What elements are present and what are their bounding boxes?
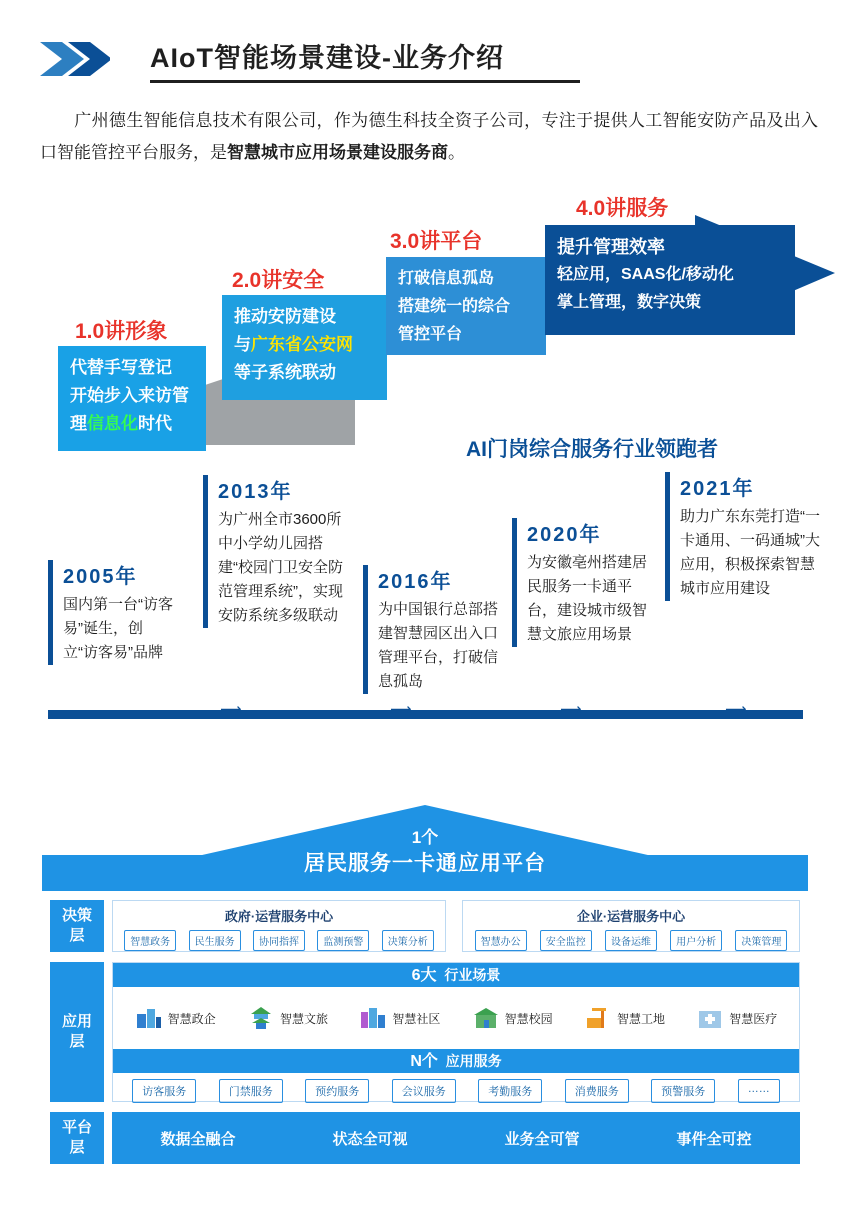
scene-label: 智慧工地: [616, 1011, 665, 1026]
stage-line: 打破信息孤岛: [398, 270, 495, 287]
scene-item[interactable]: [696, 1006, 777, 1030]
stage-title-4: 4.0讲服务: [576, 197, 669, 220]
timeline-year: 2016年: [378, 571, 453, 593]
decision-pill[interactable]: 决策分析: [382, 930, 434, 951]
title-underline: [150, 80, 580, 83]
timeline-year: 2020年: [527, 524, 602, 546]
platform-cell[interactable]: 业务全可管: [456, 1112, 628, 1164]
decision-column-enterprise: [462, 900, 800, 952]
platform-layer: [50, 1112, 800, 1164]
scene-label: 智慧医疗: [729, 1011, 778, 1026]
service-item[interactable]: 消费服务: [565, 1079, 629, 1103]
service-band-label: 应用服务: [445, 1053, 502, 1069]
crane-icon: [584, 1006, 612, 1030]
scene-item[interactable]: [584, 1006, 665, 1030]
timeline-text: 为安徽亳州搭建居民服务一卡通平台，建设城市级智慧文旅应用场景: [527, 554, 648, 643]
platform-architecture: [0, 800, 850, 1200]
timeline-text: 国内第一台“访客易”诞生，创立“访客易”品牌: [63, 596, 173, 661]
timeline-text: 助力广东东莞打造“一卡通用、一码通城”大应用，积极探索智慧城市应用建设: [680, 508, 820, 597]
stage-title-3: 3.0讲平台: [390, 230, 483, 253]
service-item[interactable]: 门禁服务: [219, 1079, 283, 1103]
timeline-item: [203, 475, 353, 628]
timeline-item: [512, 518, 657, 647]
stage-line: 推动安防建设: [234, 307, 336, 326]
scene-list: [113, 987, 799, 1049]
decision-pill[interactable]: 民生服务: [189, 930, 241, 951]
stage-line: 代替手写登记: [70, 358, 172, 377]
header: [40, 36, 810, 84]
decision-pill[interactable]: 用户分析: [670, 930, 722, 951]
scene-item[interactable]: [359, 1006, 440, 1030]
stage-line: 提升管理效率: [557, 237, 665, 257]
platform-cell[interactable]: 数据全融合: [112, 1112, 284, 1164]
platform-layer-tag: 平台 层: [50, 1112, 104, 1164]
evolution-stages: [0, 185, 850, 475]
decision-pill[interactable]: 决策管理: [735, 930, 787, 951]
timeline-text: 为广州全市3600所中小学幼儿园搭建“校园门卫安全防范管理系统”，实现安防系统多级联动: [218, 511, 343, 624]
timeline-item: [48, 560, 173, 665]
decision-pill[interactable]: 智慧政务: [124, 930, 176, 951]
timeline-year: 2005年: [63, 566, 138, 588]
scene-label: 智慧政企: [167, 1011, 216, 1026]
scene-band: [113, 963, 799, 987]
platform-roof: [42, 805, 808, 905]
stage-box-2: [222, 295, 387, 400]
stage-line: 理信息化时代: [70, 414, 172, 433]
stage-title-1: 1.0讲形象: [75, 320, 168, 343]
service-count: N个: [410, 1053, 438, 1070]
service-item[interactable]: 预约服务: [305, 1079, 369, 1103]
stage-line: 搭建统一的综合: [398, 298, 511, 315]
pagoda-icon: [247, 1006, 275, 1030]
stage-line: 等子系统联动: [234, 363, 336, 382]
platform-cell[interactable]: 状态全可视: [284, 1112, 456, 1164]
stage-line: 管控平台: [398, 326, 463, 343]
stage-line: 轻应用，SAAS化/移动化: [557, 266, 734, 283]
intro-text-part2: 。: [448, 143, 465, 162]
history-timeline: [0, 470, 850, 740]
scene-label: 智慧文旅: [279, 1011, 328, 1026]
scene-item[interactable]: [135, 1006, 216, 1030]
decision-layer: [50, 900, 800, 952]
timeline-year: 2021年: [680, 478, 755, 500]
page-title: AIoT智能场景建设-业务介绍: [150, 43, 504, 73]
application-layer-tag: 应用 层: [50, 962, 104, 1102]
application-layer: [50, 962, 800, 1102]
service-item[interactable]: 访客服务: [132, 1079, 196, 1103]
building-icon: [135, 1006, 163, 1030]
timeline-arrow-icon: ⟶: [220, 701, 242, 718]
roof-count: 1个: [411, 828, 439, 847]
service-list: [113, 1073, 799, 1103]
decision-column-title: 政府·运营服务中心: [224, 909, 334, 924]
service-item[interactable]: 会议服务: [392, 1079, 456, 1103]
timeline-item: [665, 472, 820, 601]
decision-pill[interactable]: 监测预警: [317, 930, 369, 951]
timeline-arrow-icon: ⟶: [725, 701, 747, 718]
stage-box-3: [386, 257, 546, 355]
platform-cell[interactable]: 事件全可控: [628, 1112, 800, 1164]
intro-text-bold: 智慧城市应用场景建设服务商: [227, 143, 448, 162]
timeline-bar: [48, 710, 803, 719]
community-icon: [359, 1006, 387, 1030]
school-icon: [472, 1006, 500, 1030]
scene-item[interactable]: [472, 1006, 553, 1030]
decision-pill[interactable]: 安全监控: [540, 930, 592, 951]
leader-slogan: AI门岗综合服务行业领跑者: [466, 438, 718, 461]
intro-text-part1: 广州德生智能信息技术有限公司，作为德生科技全资子公司，专注于提供人工智能安防产品及出入口智能管控平台服务，是: [40, 111, 818, 162]
hospital-icon: [696, 1006, 724, 1030]
stage-box-4: [545, 225, 795, 335]
timeline-arrow-icon: ⟶: [560, 701, 582, 718]
stage-title-2: 2.0讲安全: [232, 269, 325, 292]
service-band: [113, 1049, 799, 1073]
service-item[interactable]: 预警服务: [651, 1079, 715, 1103]
timeline-year: 2013年: [218, 481, 293, 503]
timeline-item: [363, 565, 508, 694]
stage-box-1: [58, 346, 206, 451]
service-item[interactable]: 考勤服务: [478, 1079, 542, 1103]
stage-line: 掌上管理，数字决策: [557, 294, 702, 311]
scene-label: 智慧校园: [504, 1011, 553, 1026]
stage-line: 与广东省公安网: [234, 335, 353, 354]
stage-line: 开始步入来访管: [70, 386, 189, 405]
decision-column-gov: [112, 900, 446, 952]
decision-pill[interactable]: 智慧办公: [475, 930, 527, 951]
decision-pill[interactable]: 协同指挥: [253, 930, 305, 951]
service-item[interactable]: ……: [738, 1079, 780, 1103]
scene-count: 6大: [411, 967, 437, 984]
decision-layer-tag: 决策 层: [50, 900, 104, 952]
decision-pill[interactable]: 设备运维: [605, 930, 657, 951]
scene-label: 智慧社区: [392, 1011, 441, 1026]
scene-band-label: 行业场景: [444, 967, 501, 983]
roof-title: 居民服务一卡通应用平台: [304, 852, 546, 875]
intro-paragraph: [40, 105, 818, 169]
timeline-text: 为中国银行总部搭建智慧园区出入口管理平台，打破信息孤岛: [378, 601, 499, 690]
scene-item[interactable]: [247, 1006, 328, 1030]
double-chevron-right-icon: [40, 40, 110, 78]
decision-column-title: 企业·运营服务中心: [576, 909, 686, 924]
timeline-arrow-icon: ⟶: [390, 701, 412, 718]
